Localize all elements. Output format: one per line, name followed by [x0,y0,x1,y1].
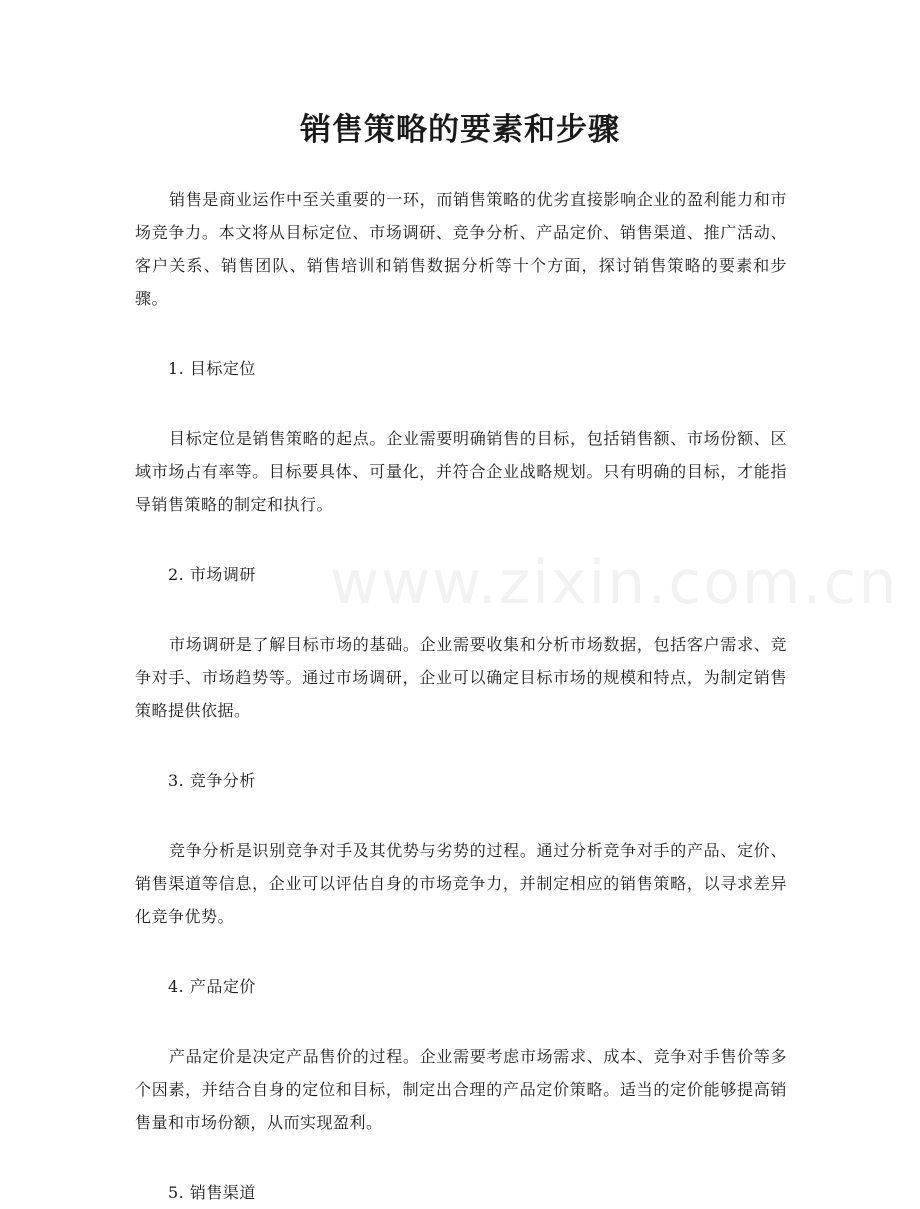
intro-paragraph: 销售是商业运作中至关重要的一环，而销售策略的优劣直接影响企业的盈利能力和市场竞争力。本文将从目标定位、市场调研、竞争分析、产品定价、销售渠道、推广活动、客户关系、销售团队、销售培训和销售数据分析等十个方面，探讨销售策略的要素和步骤。 [135,190,787,308]
section-heading-1: 1. 目标定位 [168,359,256,378]
section-body-1: 目标定位是销售策略的起点。企业需要明确销售的目标，包括销售额、市场份额、区域市场占有率等。目标要具体、可量化，并符合企业战略规划。只有明确的目标，才能指导销售策略的制定和执行。 [135,429,787,514]
section-body-3: 竞争分析是识别竞争对手及其优势与劣势的过程。通过分析竞争对手的产品、定价、销售渠道等信息，企业可以评估自身的市场竞争力，并制定相应的销售策略，以寻求差异化竞争优势。 [135,841,787,926]
section-heading-2: 2. 市场调研 [168,565,256,584]
section-body-2: 市场调研是了解目标市场的基础。企业需要收集和分析市场数据，包括客户需求、竞争对手、市场趋势等。通过市场调研，企业可以确定目标市场的规模和特点，为制定销售策略提供依据。 [135,635,787,720]
watermark: www.zixin.com.cn [330,548,899,618]
section-heading-3: 3. 竞争分析 [168,771,256,790]
section-body-4: 产品定价是决定产品售价的过程。企业需要考虑市场需求、成本、竞争对手售价等多个因素，并结合自身的定位和目标，制定出合理的产品定价策略。适当的定价能够提高销售量和市场份额，从而实现盈利。 [135,1047,787,1132]
document-body [135,183,787,1209]
section-heading-5: 5. 销售渠道 [168,1183,256,1202]
section-heading-4: 4. 产品定价 [168,977,256,996]
page-title: 销售策略的要素和步骤 [300,112,620,148]
